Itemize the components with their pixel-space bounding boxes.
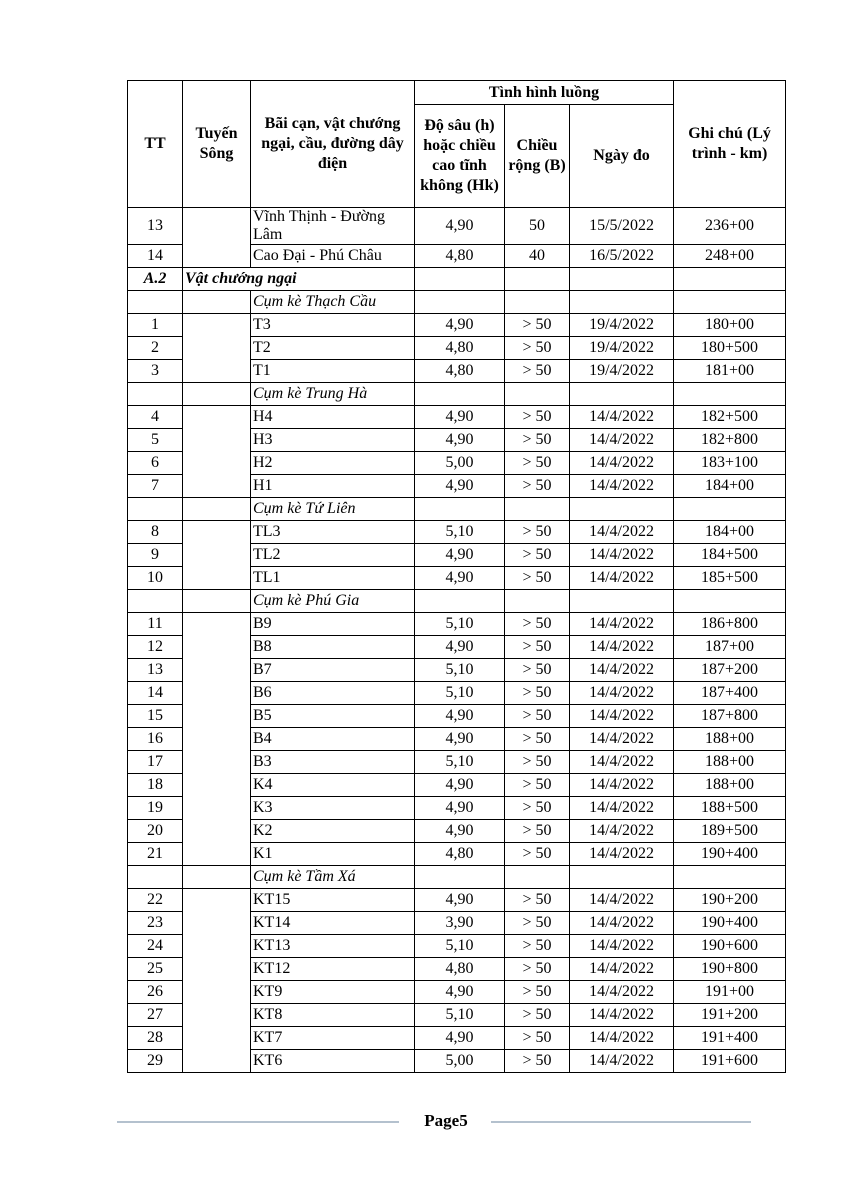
- cell-tt: 22: [128, 888, 183, 911]
- cell-note: 188+00: [674, 750, 786, 773]
- cell-note: 181+00: [674, 359, 786, 382]
- cell-depth: [415, 382, 505, 405]
- cell-date: 14/4/2022: [570, 566, 674, 589]
- cell-note: [674, 589, 786, 612]
- cell-date: 14/4/2022: [570, 842, 674, 865]
- cell-width: > 50: [505, 635, 570, 658]
- cell-depth: 4,90: [415, 313, 505, 336]
- cell-note: [674, 382, 786, 405]
- cell-date: 14/4/2022: [570, 612, 674, 635]
- cell-tuyen-song: [183, 208, 251, 268]
- cell-tt: 19: [128, 796, 183, 819]
- cell-note: 183+100: [674, 451, 786, 474]
- cell-date: [570, 382, 674, 405]
- cell-width: [505, 267, 570, 290]
- cell-tt: 8: [128, 520, 183, 543]
- column-header-ghi-chu: Ghi chú (Lý trình - km): [674, 81, 786, 208]
- cell-name: B4: [251, 727, 415, 750]
- table-row: [128, 888, 786, 911]
- cell-name: B6: [251, 681, 415, 704]
- footer-rule-left: [117, 1121, 399, 1123]
- cell-tuyen-song: [183, 290, 251, 313]
- cell-tt: 28: [128, 1026, 183, 1049]
- cell-depth: 4,90: [415, 980, 505, 1003]
- cell-name: H2: [251, 451, 415, 474]
- cell-note: 190+800: [674, 957, 786, 980]
- cell-note: 186+800: [674, 612, 786, 635]
- cell-date: 14/4/2022: [570, 681, 674, 704]
- table-row: [128, 520, 786, 543]
- cell-name: TL2: [251, 543, 415, 566]
- cell-date: 14/4/2022: [570, 451, 674, 474]
- section-row: [128, 589, 786, 612]
- cell-name: H4: [251, 405, 415, 428]
- cell-note: 184+500: [674, 543, 786, 566]
- cell-depth: 5,10: [415, 681, 505, 704]
- cell-note: 184+00: [674, 520, 786, 543]
- cell-width: > 50: [505, 842, 570, 865]
- cell-depth: [415, 589, 505, 612]
- cell-name: B3: [251, 750, 415, 773]
- cell-tt: 14: [128, 681, 183, 704]
- cell-width: > 50: [505, 727, 570, 750]
- cell-date: 14/4/2022: [570, 1026, 674, 1049]
- cell-note: 182+500: [674, 405, 786, 428]
- cell-date: 14/4/2022: [570, 888, 674, 911]
- cell-name: Cao Đại - Phú Châu: [251, 244, 415, 267]
- cell-date: [570, 589, 674, 612]
- cell-note: 188+500: [674, 796, 786, 819]
- cell-name: TL1: [251, 566, 415, 589]
- cell-date: 14/4/2022: [570, 1049, 674, 1072]
- cell-width: > 50: [505, 612, 570, 635]
- cell-note: 188+00: [674, 727, 786, 750]
- cell-depth: 4,90: [415, 704, 505, 727]
- cell-depth: 5,10: [415, 934, 505, 957]
- cell-width: > 50: [505, 704, 570, 727]
- cell-name: T1: [251, 359, 415, 382]
- cell-note: [674, 290, 786, 313]
- cell-width: > 50: [505, 750, 570, 773]
- cell-depth: 4,80: [415, 957, 505, 980]
- section-row: [128, 497, 786, 520]
- cell-tt: [128, 497, 183, 520]
- cell-depth: [415, 497, 505, 520]
- cell-note: 190+600: [674, 934, 786, 957]
- cell-note: 190+200: [674, 888, 786, 911]
- column-header-tuyen-song: Tuyến Sông: [183, 81, 251, 208]
- cell-tt: 25: [128, 957, 183, 980]
- cell-depth: 4,90: [415, 888, 505, 911]
- cell-depth: 4,80: [415, 336, 505, 359]
- cell-tt: [128, 865, 183, 888]
- group-row: [128, 267, 786, 290]
- cell-name: H1: [251, 474, 415, 497]
- cell-tt: 7: [128, 474, 183, 497]
- cell-width: > 50: [505, 888, 570, 911]
- cell-tt: [128, 290, 183, 313]
- cell-note: [674, 865, 786, 888]
- cell-name: B9: [251, 612, 415, 635]
- cell-date: 14/4/2022: [570, 819, 674, 842]
- cell-width: > 50: [505, 796, 570, 819]
- cell-date: 14/4/2022: [570, 405, 674, 428]
- cell-width: [505, 865, 570, 888]
- cell-depth: 4,90: [415, 208, 505, 245]
- cell-name: B5: [251, 704, 415, 727]
- cell-tuyen-song: [183, 313, 251, 382]
- cell-note: 248+00: [674, 244, 786, 267]
- cell-tt: 6: [128, 451, 183, 474]
- cell-tt: 11: [128, 612, 183, 635]
- cell-tt: 2: [128, 336, 183, 359]
- cell-depth: 5,10: [415, 1003, 505, 1026]
- cell-name: B7: [251, 658, 415, 681]
- cell-section-title: Cụm kè Tầm Xá: [251, 865, 415, 888]
- cell-note: 189+500: [674, 819, 786, 842]
- cell-tt: 24: [128, 934, 183, 957]
- cell-depth: 3,90: [415, 911, 505, 934]
- cell-tt: 29: [128, 1049, 183, 1072]
- cell-tt: [128, 382, 183, 405]
- cell-width: > 50: [505, 980, 570, 1003]
- cell-note: 191+200: [674, 1003, 786, 1026]
- cell-note: [674, 267, 786, 290]
- cell-tt: 3: [128, 359, 183, 382]
- cell-tt: 1: [128, 313, 183, 336]
- cell-note: 190+400: [674, 911, 786, 934]
- cell-date: 14/4/2022: [570, 750, 674, 773]
- cell-note: 187+400: [674, 681, 786, 704]
- cell-note: 236+00: [674, 208, 786, 245]
- section-row: [128, 290, 786, 313]
- cell-name: KT6: [251, 1049, 415, 1072]
- cell-date: 14/4/2022: [570, 773, 674, 796]
- cell-width: > 50: [505, 405, 570, 428]
- cell-note: [674, 497, 786, 520]
- cell-date: [570, 865, 674, 888]
- cell-depth: 5,10: [415, 750, 505, 773]
- cell-date: 14/4/2022: [570, 428, 674, 451]
- cell-date: 19/4/2022: [570, 359, 674, 382]
- cell-tuyen-song: [183, 520, 251, 589]
- table-row: [128, 313, 786, 336]
- cell-date: 19/4/2022: [570, 313, 674, 336]
- cell-name: KT15: [251, 888, 415, 911]
- cell-width: > 50: [505, 1026, 570, 1049]
- cell-name: KT12: [251, 957, 415, 980]
- column-header-bai-can: Bãi cạn, vật chướng ngại, cầu, đường dây điện: [251, 81, 415, 208]
- cell-tt: 4: [128, 405, 183, 428]
- cell-depth: 4,90: [415, 474, 505, 497]
- cell-tuyen-song: [183, 888, 251, 1072]
- cell-name: K4: [251, 773, 415, 796]
- cell-note: 191+600: [674, 1049, 786, 1072]
- cell-tt: 13: [128, 658, 183, 681]
- section-row: [128, 382, 786, 405]
- cell-tt: 26: [128, 980, 183, 1003]
- cell-tt: 5: [128, 428, 183, 451]
- cell-depth: 4,90: [415, 773, 505, 796]
- cell-name: KT8: [251, 1003, 415, 1026]
- cell-name: TL3: [251, 520, 415, 543]
- cell-date: [570, 267, 674, 290]
- cell-tt: 20: [128, 819, 183, 842]
- channel-conditions-table: [127, 80, 786, 1073]
- cell-name: KT13: [251, 934, 415, 957]
- cell-tt: 9: [128, 543, 183, 566]
- cell-tuyen-song: [183, 405, 251, 497]
- cell-tt: 27: [128, 1003, 183, 1026]
- section-row: [128, 865, 786, 888]
- cell-date: 14/4/2022: [570, 543, 674, 566]
- table-row: [128, 405, 786, 428]
- cell-name: Vĩnh Thịnh - Đường Lâm: [251, 208, 415, 245]
- cell-width: [505, 382, 570, 405]
- cell-note: 187+00: [674, 635, 786, 658]
- cell-tuyen-song: [183, 865, 251, 888]
- cell-note: 190+400: [674, 842, 786, 865]
- column-header-tt: TT: [128, 81, 183, 208]
- page-number: Page5: [424, 1111, 468, 1130]
- cell-date: 14/4/2022: [570, 980, 674, 1003]
- cell-name: B8: [251, 635, 415, 658]
- column-header-do-sau: Độ sâu (h) hoặc chiều cao tĩnh không (Hk): [415, 105, 505, 208]
- cell-depth: [415, 865, 505, 888]
- cell-depth: 4,90: [415, 727, 505, 750]
- cell-note: 188+00: [674, 773, 786, 796]
- cell-name: K1: [251, 842, 415, 865]
- cell-tt: 17: [128, 750, 183, 773]
- cell-date: 14/4/2022: [570, 520, 674, 543]
- cell-date: 14/4/2022: [570, 957, 674, 980]
- cell-depth: 4,90: [415, 796, 505, 819]
- cell-depth: 4,90: [415, 543, 505, 566]
- cell-date: 14/4/2022: [570, 1003, 674, 1026]
- cell-name: K3: [251, 796, 415, 819]
- cell-width: > 50: [505, 957, 570, 980]
- cell-tt: 23: [128, 911, 183, 934]
- cell-depth: 4,90: [415, 566, 505, 589]
- cell-width: > 50: [505, 658, 570, 681]
- cell-tt: 16: [128, 727, 183, 750]
- header-row-1: [128, 81, 786, 105]
- table-body: [128, 208, 786, 1073]
- cell-width: > 50: [505, 1003, 570, 1026]
- cell-note: 187+800: [674, 704, 786, 727]
- table-row: [128, 612, 786, 635]
- cell-depth: 5,00: [415, 1049, 505, 1072]
- cell-depth: 5,10: [415, 520, 505, 543]
- cell-width: > 50: [505, 428, 570, 451]
- column-header-chieu-rong: Chiều rộng (B): [505, 105, 570, 208]
- cell-tt: A.2: [128, 267, 183, 290]
- cell-tt: [128, 589, 183, 612]
- cell-note: 191+400: [674, 1026, 786, 1049]
- footer-rule-right: [491, 1121, 751, 1123]
- cell-name: K2: [251, 819, 415, 842]
- cell-depth: 5,00: [415, 451, 505, 474]
- cell-depth: 4,80: [415, 244, 505, 267]
- cell-depth: 4,80: [415, 842, 505, 865]
- cell-depth: 4,90: [415, 1026, 505, 1049]
- cell-width: > 50: [505, 566, 570, 589]
- cell-depth: 4,90: [415, 819, 505, 842]
- cell-note: 185+500: [674, 566, 786, 589]
- cell-width: > 50: [505, 934, 570, 957]
- cell-note: 180+500: [674, 336, 786, 359]
- cell-note: 184+00: [674, 474, 786, 497]
- cell-width: > 50: [505, 911, 570, 934]
- cell-date: [570, 497, 674, 520]
- cell-section-title: Cụm kè Thạch Cầu: [251, 290, 415, 313]
- cell-name: KT14: [251, 911, 415, 934]
- cell-width: > 50: [505, 451, 570, 474]
- cell-date: 15/5/2022: [570, 208, 674, 245]
- cell-name: H3: [251, 428, 415, 451]
- cell-date: 19/4/2022: [570, 336, 674, 359]
- cell-name: T3: [251, 313, 415, 336]
- cell-date: 14/4/2022: [570, 911, 674, 934]
- cell-width: > 50: [505, 543, 570, 566]
- cell-name: KT7: [251, 1026, 415, 1049]
- cell-width: > 50: [505, 681, 570, 704]
- cell-tuyen-song: [183, 612, 251, 865]
- cell-note: 187+200: [674, 658, 786, 681]
- cell-width: > 50: [505, 520, 570, 543]
- cell-date: 14/4/2022: [570, 796, 674, 819]
- cell-depth: 5,10: [415, 658, 505, 681]
- cell-name: KT9: [251, 980, 415, 1003]
- table-header: [128, 81, 786, 208]
- cell-tt: 15: [128, 704, 183, 727]
- cell-width: > 50: [505, 819, 570, 842]
- cell-tt: 21: [128, 842, 183, 865]
- cell-width: [505, 589, 570, 612]
- cell-tuyen-song: [183, 497, 251, 520]
- page-footer: [117, 1110, 751, 1134]
- cell-width: [505, 290, 570, 313]
- cell-depth: 5,10: [415, 612, 505, 635]
- cell-note: 180+00: [674, 313, 786, 336]
- cell-section-title: Cụm kè Tứ Liên: [251, 497, 415, 520]
- cell-depth: 4,80: [415, 359, 505, 382]
- cell-width: [505, 497, 570, 520]
- cell-group-title: Vật chướng ngại: [183, 267, 415, 290]
- cell-width: 50: [505, 208, 570, 245]
- cell-date: 14/4/2022: [570, 704, 674, 727]
- column-header-ngay-do: Ngày đo: [570, 105, 674, 208]
- cell-depth: [415, 290, 505, 313]
- cell-depth: 4,90: [415, 428, 505, 451]
- cell-note: 191+00: [674, 980, 786, 1003]
- cell-date: 14/4/2022: [570, 934, 674, 957]
- cell-date: 14/4/2022: [570, 658, 674, 681]
- cell-width: > 50: [505, 1049, 570, 1072]
- cell-width: > 50: [505, 313, 570, 336]
- cell-section-title: Cụm kè Phú Gia: [251, 589, 415, 612]
- cell-date: 14/4/2022: [570, 635, 674, 658]
- column-header-tinh-hinh-luong: Tình hình luồng: [415, 81, 674, 105]
- cell-date: 14/4/2022: [570, 727, 674, 750]
- cell-note: 182+800: [674, 428, 786, 451]
- cell-width: > 50: [505, 474, 570, 497]
- cell-date: [570, 290, 674, 313]
- cell-tuyen-song: [183, 589, 251, 612]
- cell-depth: [415, 267, 505, 290]
- table-row: [128, 208, 786, 245]
- cell-depth: 4,90: [415, 405, 505, 428]
- cell-width: 40: [505, 244, 570, 267]
- cell-depth: 4,90: [415, 635, 505, 658]
- cell-tuyen-song: [183, 382, 251, 405]
- cell-date: 16/5/2022: [570, 244, 674, 267]
- cell-width: > 50: [505, 336, 570, 359]
- cell-tt: 10: [128, 566, 183, 589]
- cell-width: > 50: [505, 359, 570, 382]
- cell-name: T2: [251, 336, 415, 359]
- cell-tt: 18: [128, 773, 183, 796]
- cell-section-title: Cụm kè Trung Hà: [251, 382, 415, 405]
- cell-tt: 14: [128, 244, 183, 267]
- cell-tt: 13: [128, 208, 183, 245]
- cell-width: > 50: [505, 773, 570, 796]
- cell-tt: 12: [128, 635, 183, 658]
- cell-date: 14/4/2022: [570, 474, 674, 497]
